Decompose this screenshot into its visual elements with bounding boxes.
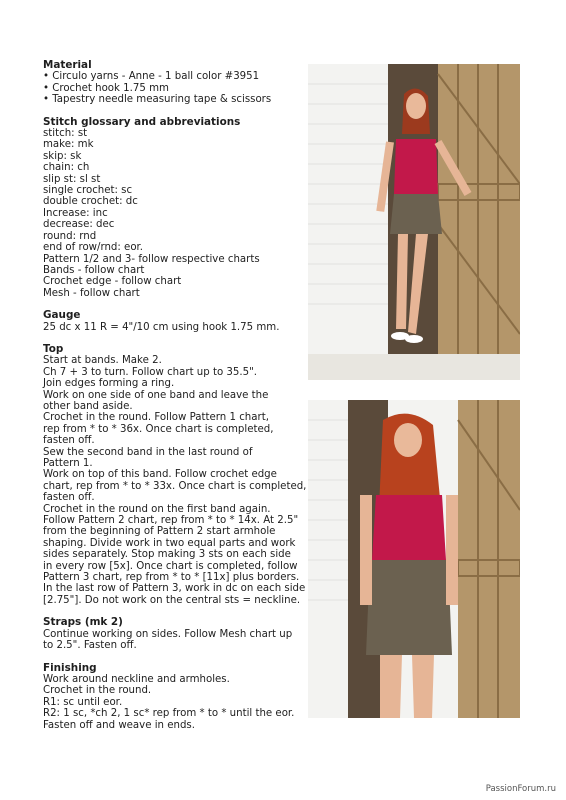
section-line: double crochet: dc xyxy=(43,196,138,208)
section-line: from the beginning of Pattern 2 start armhole xyxy=(43,526,276,538)
pattern-text-column xyxy=(43,60,305,742)
section-line: R1: sc until eor. xyxy=(43,696,123,708)
section-line: make: mk xyxy=(43,139,94,151)
section-line: skip: sk xyxy=(43,150,82,162)
section-line: Fasten off and weave in ends. xyxy=(43,719,195,731)
section-line: Pattern 1. xyxy=(43,458,93,469)
section-line: Work on one side of one band and leave the xyxy=(43,389,269,401)
section-line: other band aside. xyxy=(43,400,133,412)
section-line: • Crochet hook 1.75 mm xyxy=(43,82,169,94)
section-line: Crochet edge - follow chart xyxy=(43,276,182,288)
section-line: to 2.5". Fasten off. xyxy=(43,640,137,652)
section-line: rep from * to * 36x. Once chart is completed, xyxy=(43,423,274,435)
section-line: Pattern 3 chart, rep from * to * [11x] plus borders. xyxy=(43,572,300,584)
section-heading: Stitch glossary and abbreviations xyxy=(43,115,241,128)
model-front-image xyxy=(308,64,520,380)
section-line: Work on top of this band. Follow crochet edge xyxy=(43,469,277,481)
section-line: chain: ch xyxy=(43,162,90,174)
section-line: • Circulo yarns - Anne - 1 ball color #3951 xyxy=(43,71,260,83)
section-finishing xyxy=(43,663,305,731)
section-heading: Top xyxy=(43,342,64,355)
section-line: stitch: st xyxy=(43,128,88,140)
model-photo-front xyxy=(308,64,520,380)
section-line: Pattern 1/2 and 3- follow respective charts xyxy=(43,253,260,265)
section-line: sides separately. Stop making 3 sts on each side xyxy=(43,549,291,561)
section-material xyxy=(43,60,305,106)
section-line: Continue working on sides. Follow Mesh chart up xyxy=(43,628,293,640)
section-line: Crochet in the round. Follow Pattern 1 chart, xyxy=(43,412,269,424)
section-line: In the last row of Pattern 3, work in dc on each side xyxy=(43,583,306,595)
section-line: Work around neckline and armholes. xyxy=(43,673,230,685)
section-top xyxy=(43,344,305,606)
model-photo-back xyxy=(308,400,520,718)
section-line: [2.75"]. Do not work on the central sts = neckline. xyxy=(43,594,301,606)
section-heading: Material xyxy=(43,59,92,71)
section-line: fasten off. xyxy=(43,435,95,447)
section-line: Crochet in the round on the first band again. xyxy=(43,503,271,515)
section-line: Start at bands. Make 2. xyxy=(43,355,162,367)
section-line: Increase: inc xyxy=(43,207,108,219)
section-stitch-glossary-and-abbreviations xyxy=(43,117,305,300)
section-line: Join edges forming a ring. xyxy=(43,378,175,390)
section-line: single crochet: sc xyxy=(43,185,133,197)
model-back-image xyxy=(308,400,520,718)
section-line: Mesh - follow chart xyxy=(43,287,140,299)
watermark-text: PassionForum.ru xyxy=(485,784,556,794)
section-line: • Tapestry needle measuring tape & scissors xyxy=(43,94,272,106)
section-line: Ch 7 + 3 to turn. Follow chart up to 35.5". xyxy=(43,366,258,378)
section-line: fasten off. xyxy=(43,492,95,504)
section-heading: Gauge xyxy=(43,309,81,322)
section-line: chart, rep from * to * 33x. Once chart is completed, xyxy=(43,480,307,492)
section-line: Sew the second band in the last round of xyxy=(43,446,253,458)
section-line: end of row/rnd: eor. xyxy=(43,242,144,254)
section-line: R2: 1 sc, *ch 2, 1 sc* rep from * to * until the eor. xyxy=(43,708,295,720)
section-heading: Straps (mk 2) xyxy=(43,616,123,629)
section-gauge xyxy=(43,310,305,333)
section-line: Follow Pattern 2 chart, rep from * to * 14x. At 2.5" xyxy=(43,515,299,527)
section-line: round: rnd xyxy=(43,230,97,242)
section-heading: Finishing xyxy=(43,661,97,674)
section-line: shaping. Divide work in two equal parts and work xyxy=(43,537,296,549)
section-straps-mk-2 xyxy=(43,617,305,651)
section-line: slip st: sl st xyxy=(43,173,101,185)
section-line: decrease: dec xyxy=(43,219,115,231)
section-line: Bands - follow chart xyxy=(43,264,145,276)
section-line: 25 dc x 11 R = 4"/10 cm using hook 1.75 mm. xyxy=(43,321,280,333)
section-line: in every row [5x]. Once chart is completed, follow xyxy=(43,560,298,572)
section-line: Crochet in the round. xyxy=(43,685,152,697)
